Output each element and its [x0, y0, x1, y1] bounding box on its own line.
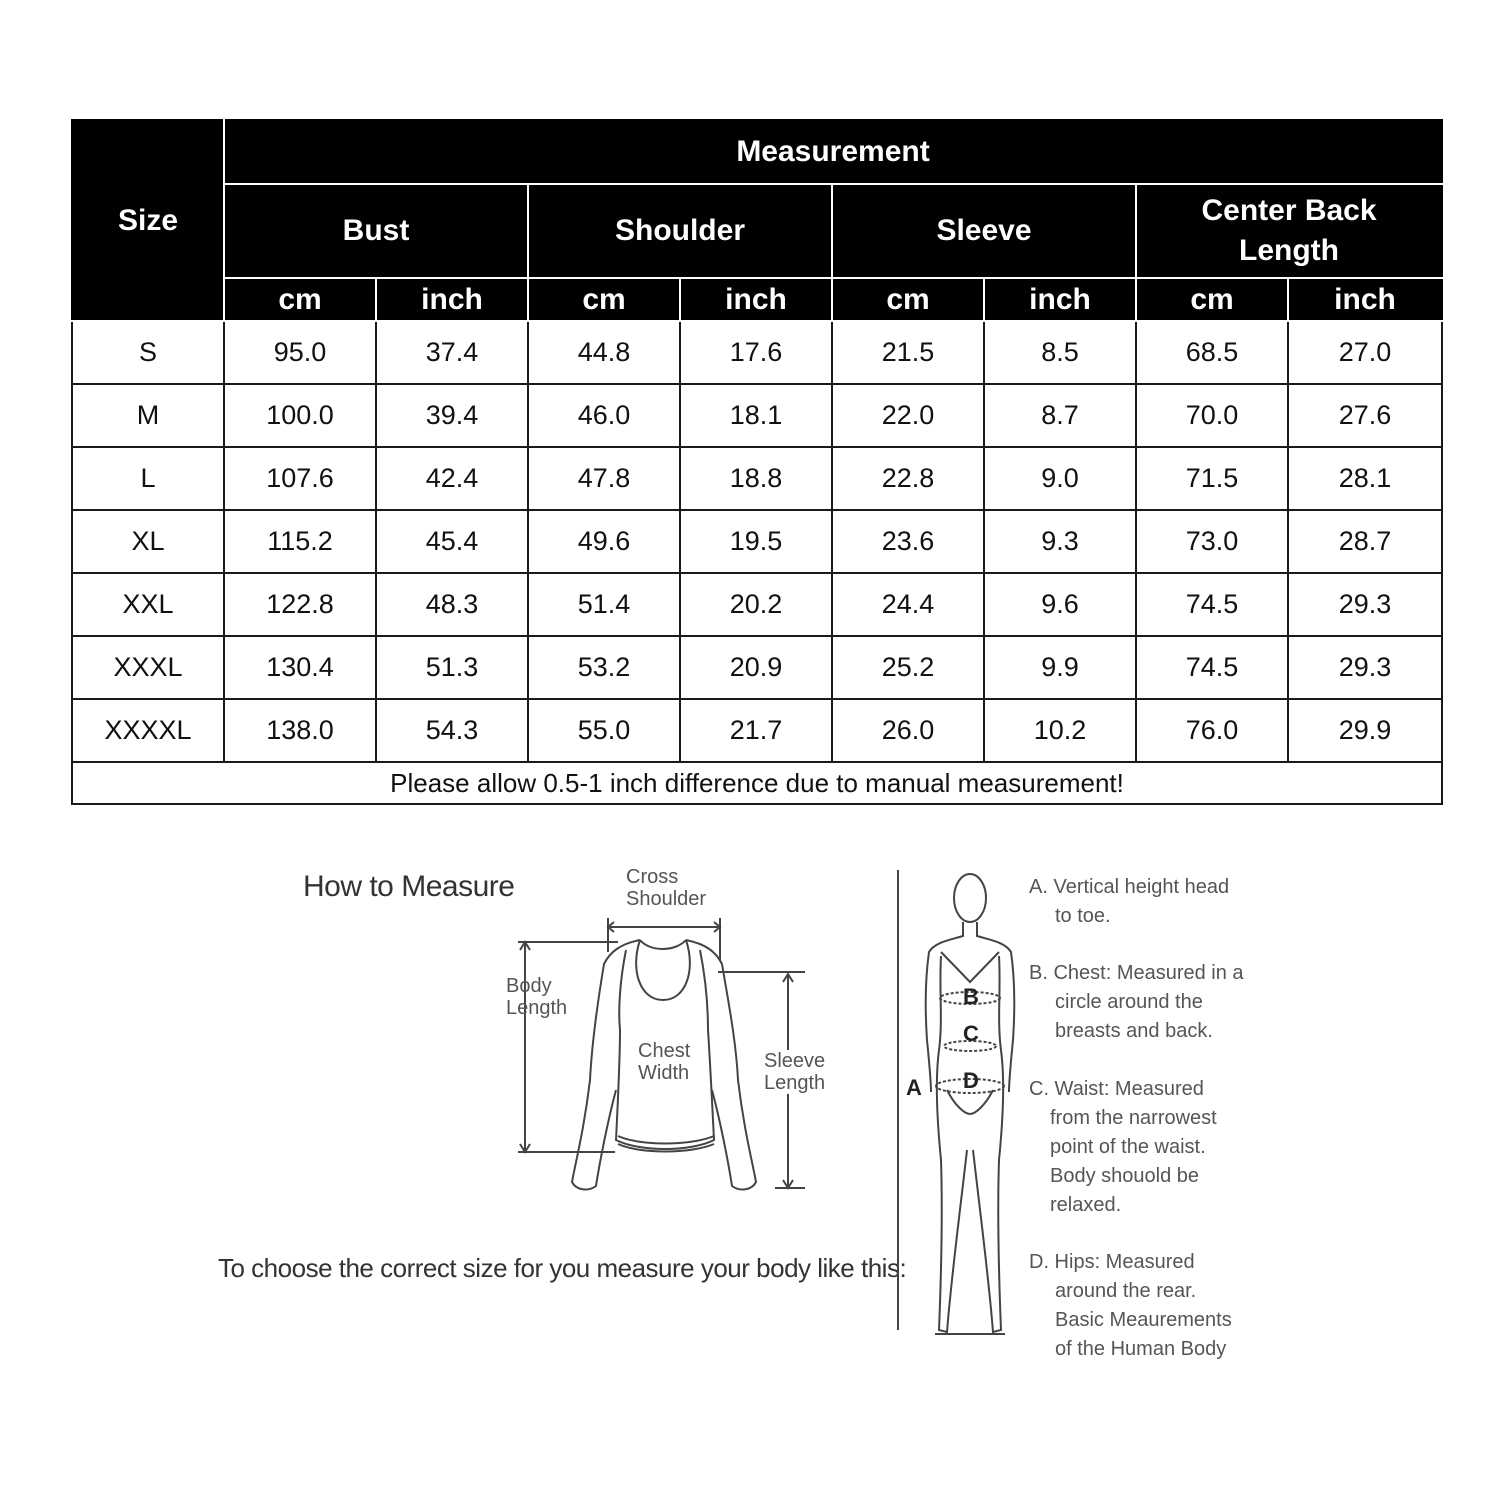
body-figure-diagram	[895, 860, 1020, 1350]
value-cell: 39.4	[376, 384, 528, 447]
value-cell: 55.0	[528, 699, 680, 762]
value-cell: 68.5	[1136, 321, 1288, 384]
unit-header: cm	[528, 278, 680, 321]
table-row	[72, 573, 1442, 636]
value-cell: 130.4	[224, 636, 376, 699]
size-chart-table	[71, 119, 1443, 805]
table-row	[72, 699, 1442, 762]
value-cell: 8.5	[984, 321, 1136, 384]
value-cell: 53.2	[528, 636, 680, 699]
value-cell: 47.8	[528, 447, 680, 510]
description-c: C. Waist: Measured from the narrowest point of the waist. Body shouold be relaxed.	[1029, 1078, 1217, 1216]
body-label-a: A	[906, 1075, 922, 1100]
table-row	[72, 510, 1442, 573]
value-cell: 107.6	[224, 447, 376, 510]
bust-header: Bust	[224, 184, 528, 278]
value-cell: 70.0	[1136, 384, 1288, 447]
value-cell: 42.4	[376, 447, 528, 510]
size-cell: S	[72, 321, 224, 384]
value-cell: 49.6	[528, 510, 680, 573]
value-cell: 19.5	[680, 510, 832, 573]
value-cell: 29.3	[1288, 573, 1442, 636]
value-cell: 26.0	[832, 699, 984, 762]
cross-shoulder-label: Cross Shoulder	[626, 866, 707, 910]
table-row	[72, 636, 1442, 699]
value-cell: 8.7	[984, 384, 1136, 447]
value-cell: 25.2	[832, 636, 984, 699]
sleeve-header: Sleeve	[832, 184, 1136, 278]
value-cell: 9.6	[984, 573, 1136, 636]
value-cell: 9.0	[984, 447, 1136, 510]
value-cell: 51.3	[376, 636, 528, 699]
size-cell: XXXL	[72, 636, 224, 699]
value-cell: 18.1	[680, 384, 832, 447]
value-cell: 24.4	[832, 573, 984, 636]
value-cell: 73.0	[1136, 510, 1288, 573]
value-cell: 51.4	[528, 573, 680, 636]
value-cell: 22.8	[832, 447, 984, 510]
value-cell: 17.6	[680, 321, 832, 384]
value-cell: 20.9	[680, 636, 832, 699]
value-cell: 9.9	[984, 636, 1136, 699]
size-cell: XL	[72, 510, 224, 573]
description-d: D. Hips: Measured around the rear. Basic Meaurements of the Human Body	[1029, 1251, 1232, 1360]
description-b: B. Chest: Measured in a circle around the breasts and back.	[1029, 962, 1244, 1042]
value-cell: 29.9	[1288, 699, 1442, 762]
value-cell: 54.3	[376, 699, 528, 762]
value-cell: 115.2	[224, 510, 376, 573]
table-header	[72, 120, 1442, 321]
value-cell: 45.4	[376, 510, 528, 573]
measurement-header: Measurement	[224, 120, 1442, 184]
value-cell: 46.0	[528, 384, 680, 447]
unit-header: inch	[984, 278, 1136, 321]
instruction-text: To choose the correct size for you measure your body like this:	[218, 1253, 907, 1283]
value-cell: 28.7	[1288, 510, 1442, 573]
body-label-b: B	[963, 984, 979, 1009]
value-cell: 37.4	[376, 321, 528, 384]
value-cell: 76.0	[1136, 699, 1288, 762]
size-cell: XXL	[72, 573, 224, 636]
value-cell: 22.0	[832, 384, 984, 447]
value-cell: 74.5	[1136, 636, 1288, 699]
value-cell: 28.1	[1288, 447, 1442, 510]
unit-header: inch	[1288, 278, 1442, 321]
unit-header: cm	[832, 278, 984, 321]
value-cell: 71.5	[1136, 447, 1288, 510]
size-column-header: Size	[72, 120, 224, 321]
body-length-label: Body Length	[506, 975, 568, 1019]
value-cell: 122.8	[224, 573, 376, 636]
value-cell: 95.0	[224, 321, 376, 384]
shoulder-header: Shoulder	[528, 184, 832, 278]
table-row	[72, 447, 1442, 510]
unit-header: inch	[376, 278, 528, 321]
unit-header: cm	[224, 278, 376, 321]
value-cell: 20.2	[680, 573, 832, 636]
center-back-length-header: Center Back Length	[1136, 184, 1442, 278]
value-cell: 27.0	[1288, 321, 1442, 384]
value-cell: 21.7	[680, 699, 832, 762]
table-row	[72, 321, 1442, 384]
description-a: A. Vertical height head to toe.	[1029, 876, 1230, 927]
size-cell: L	[72, 447, 224, 510]
value-cell: 74.5	[1136, 573, 1288, 636]
body-label-d: D	[963, 1068, 979, 1093]
value-cell: 21.5	[832, 321, 984, 384]
value-cell: 138.0	[224, 699, 376, 762]
unit-header: inch	[680, 278, 832, 321]
value-cell: 23.6	[832, 510, 984, 573]
value-cell: 48.3	[376, 573, 528, 636]
body-label-c: C	[963, 1021, 979, 1046]
value-cell: 9.3	[984, 510, 1136, 573]
value-cell: 18.8	[680, 447, 832, 510]
how-to-measure-title: How to Measure	[303, 870, 515, 903]
value-cell: 100.0	[224, 384, 376, 447]
table-body	[72, 321, 1442, 804]
size-cell: M	[72, 384, 224, 447]
size-cell: XXXXL	[72, 699, 224, 762]
chest-width-label: Chest Width	[638, 1040, 691, 1084]
unit-header: cm	[1136, 278, 1288, 321]
value-cell: 10.2	[984, 699, 1136, 762]
value-cell: 44.8	[528, 321, 680, 384]
sweater-diagram	[500, 860, 840, 1200]
value-cell: 27.6	[1288, 384, 1442, 447]
measurement-note: Please allow 0.5-1 inch difference due to manual measurement!	[72, 762, 1442, 804]
sleeve-length-label: Sleeve Length	[764, 1050, 826, 1094]
table-row	[72, 384, 1442, 447]
value-cell: 29.3	[1288, 636, 1442, 699]
